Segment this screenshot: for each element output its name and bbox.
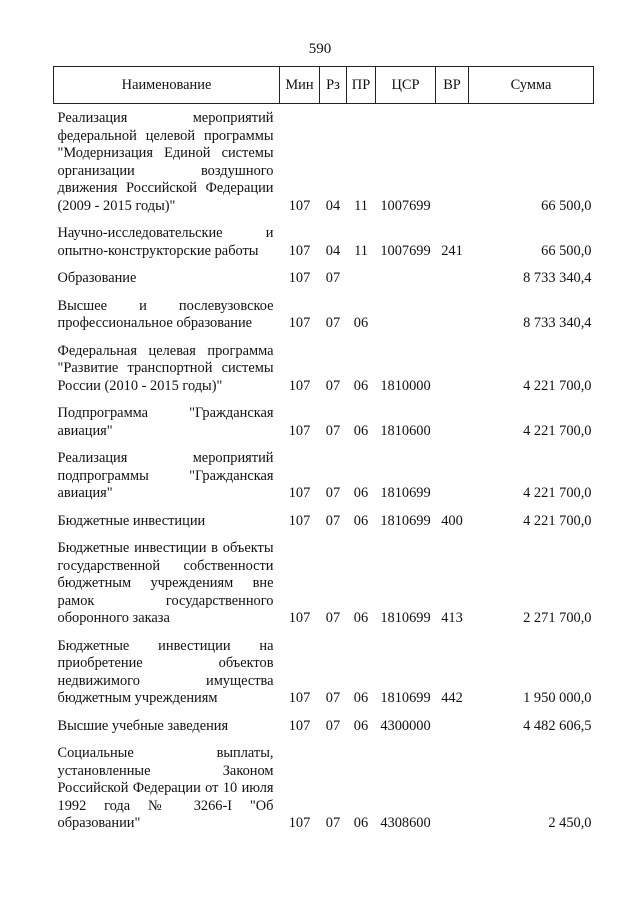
row-rz: 07 <box>325 485 341 501</box>
row-name: Федеральная целевая программа "Развитие транспортной системы России (2010 - 2015 годы)" <box>57 342 274 394</box>
row-pr: 06 <box>353 422 369 439</box>
row-rz: 07 <box>325 422 341 439</box>
row-sum: 4 221 700,0 <box>523 377 592 394</box>
row-rz: 07 <box>325 610 341 626</box>
row-csr <box>376 292 436 337</box>
header-pr: ПР <box>347 67 376 104</box>
row-vr <box>436 739 469 837</box>
row-pr: 06 <box>353 815 369 831</box>
row-rz: 07 <box>325 270 341 286</box>
row-pr: 06 <box>353 485 369 501</box>
row-pr: 06 <box>353 512 369 529</box>
table-row <box>54 632 594 712</box>
row-name: Подпрограмма "Гражданская авиация" <box>57 405 274 439</box>
row-sum: 2 271 700,0 <box>523 610 592 626</box>
row-min: 107 <box>288 717 311 734</box>
row-name: Бюджетные инвестиции в объекты государственной собственности бюджетным учреждениям вне рамок государственного оборонного заказа <box>57 540 274 626</box>
header-vr: ВР <box>436 67 469 104</box>
row-csr <box>376 264 436 292</box>
row-sum: 4 221 700,0 <box>523 512 592 529</box>
header-min: Мин <box>280 67 320 104</box>
row-rz: 07 <box>325 377 341 394</box>
row-vr <box>436 292 469 337</box>
row-vr <box>436 712 469 740</box>
table-body <box>54 104 594 837</box>
row-min: 107 <box>288 315 311 331</box>
row-name: Бюджетные инвестиции <box>57 512 206 529</box>
table-row <box>54 739 594 837</box>
table-row <box>54 104 594 220</box>
row-name: Образование <box>57 270 137 286</box>
row-min: 107 <box>288 377 311 394</box>
table-row <box>54 534 594 632</box>
row-vr: 241 <box>441 242 463 259</box>
row-vr: 413 <box>441 610 463 626</box>
row-vr <box>436 444 469 507</box>
row-name: Реализация мероприятий подпрограммы "Гражданская авиация" <box>57 450 274 501</box>
row-name: Научно-исследовательские и опытно-конструкторские работы <box>57 225 274 259</box>
row-rz: 07 <box>325 815 341 831</box>
row-csr: 1810699 <box>380 610 431 626</box>
row-name: Социальные выплаты, установленные Законом Российской Федерации от 10 июля 1992 года № 3266-I "Об образовании" <box>57 745 274 831</box>
row-pr: 06 <box>353 610 369 626</box>
row-csr: 1810699 <box>380 512 431 529</box>
row-sum: 4 482 606,5 <box>523 717 592 734</box>
row-csr: 1007699 <box>380 242 431 259</box>
row-csr: 1810600 <box>380 422 431 439</box>
row-min: 107 <box>288 197 311 214</box>
row-rz: 07 <box>325 512 341 529</box>
row-name: Реализация мероприятий федеральной целевой программы "Модернизация Единой системы организации воздушного движения Российской Федерации (2009 - 2015 годы)" <box>57 110 274 214</box>
row-name: Бюджетные инвестиции на приобретение объектов недвижимого имущества бюджетным учреждениям <box>57 637 274 706</box>
row-min: 107 <box>288 242 311 259</box>
row-pr: 06 <box>353 315 369 331</box>
row-sum: 4 221 700,0 <box>523 485 592 501</box>
header-sum: Сумма <box>469 67 594 104</box>
table-row <box>54 399 594 444</box>
row-vr: 442 <box>441 690 463 706</box>
row-sum: 66 500,0 <box>541 197 592 214</box>
table-row <box>54 219 594 264</box>
row-min: 107 <box>288 610 311 626</box>
row-name: Высшие учебные заведения <box>57 717 229 734</box>
row-vr <box>436 399 469 444</box>
row-csr: 1810000 <box>380 377 431 394</box>
row-rz: 07 <box>325 315 341 331</box>
row-pr: 11 <box>354 197 368 214</box>
page-number: 590 <box>308 41 332 57</box>
row-min: 107 <box>288 512 311 529</box>
row-name: Высшее и послевузовское профессиональное образование <box>57 297 274 331</box>
table-row <box>54 337 594 400</box>
header-name: Наименование <box>54 67 280 104</box>
row-min: 107 <box>288 270 311 286</box>
row-csr: 1007699 <box>380 197 431 214</box>
header-rz: Рз <box>320 67 347 104</box>
row-vr <box>436 337 469 400</box>
table-row <box>54 292 594 337</box>
row-csr: 4308600 <box>380 815 431 831</box>
row-vr: 400 <box>441 512 463 529</box>
row-sum: 1 950 000,0 <box>523 690 592 706</box>
row-vr <box>436 104 469 220</box>
row-min: 107 <box>288 690 311 706</box>
row-rz: 07 <box>325 690 341 706</box>
row-sum: 8 733 340,4 <box>523 315 592 331</box>
row-pr: 06 <box>353 377 369 394</box>
row-min: 107 <box>288 485 311 501</box>
table-header <box>54 67 594 104</box>
row-csr: 1810699 <box>380 690 431 706</box>
row-pr: 06 <box>353 690 369 706</box>
row-min: 107 <box>288 422 311 439</box>
budget-table <box>53 66 594 837</box>
row-min: 107 <box>288 815 311 831</box>
row-csr: 1810699 <box>380 485 431 501</box>
table-row <box>54 264 594 292</box>
row-pr <box>347 264 376 292</box>
row-rz: 04 <box>325 197 341 214</box>
row-sum: 8 733 340,4 <box>523 270 592 286</box>
header-csr: ЦСР <box>376 67 436 104</box>
table-row <box>54 444 594 507</box>
row-csr: 4300000 <box>380 717 431 734</box>
row-sum: 4 221 700,0 <box>523 422 592 439</box>
row-pr: 11 <box>354 242 368 259</box>
row-rz: 07 <box>325 717 341 734</box>
row-rz: 04 <box>325 242 341 259</box>
row-sum: 2 450,0 <box>548 815 592 831</box>
table-row <box>54 507 594 535</box>
table-row <box>54 712 594 740</box>
row-pr: 06 <box>353 717 369 734</box>
row-vr <box>436 264 469 292</box>
row-sum: 66 500,0 <box>541 242 592 259</box>
